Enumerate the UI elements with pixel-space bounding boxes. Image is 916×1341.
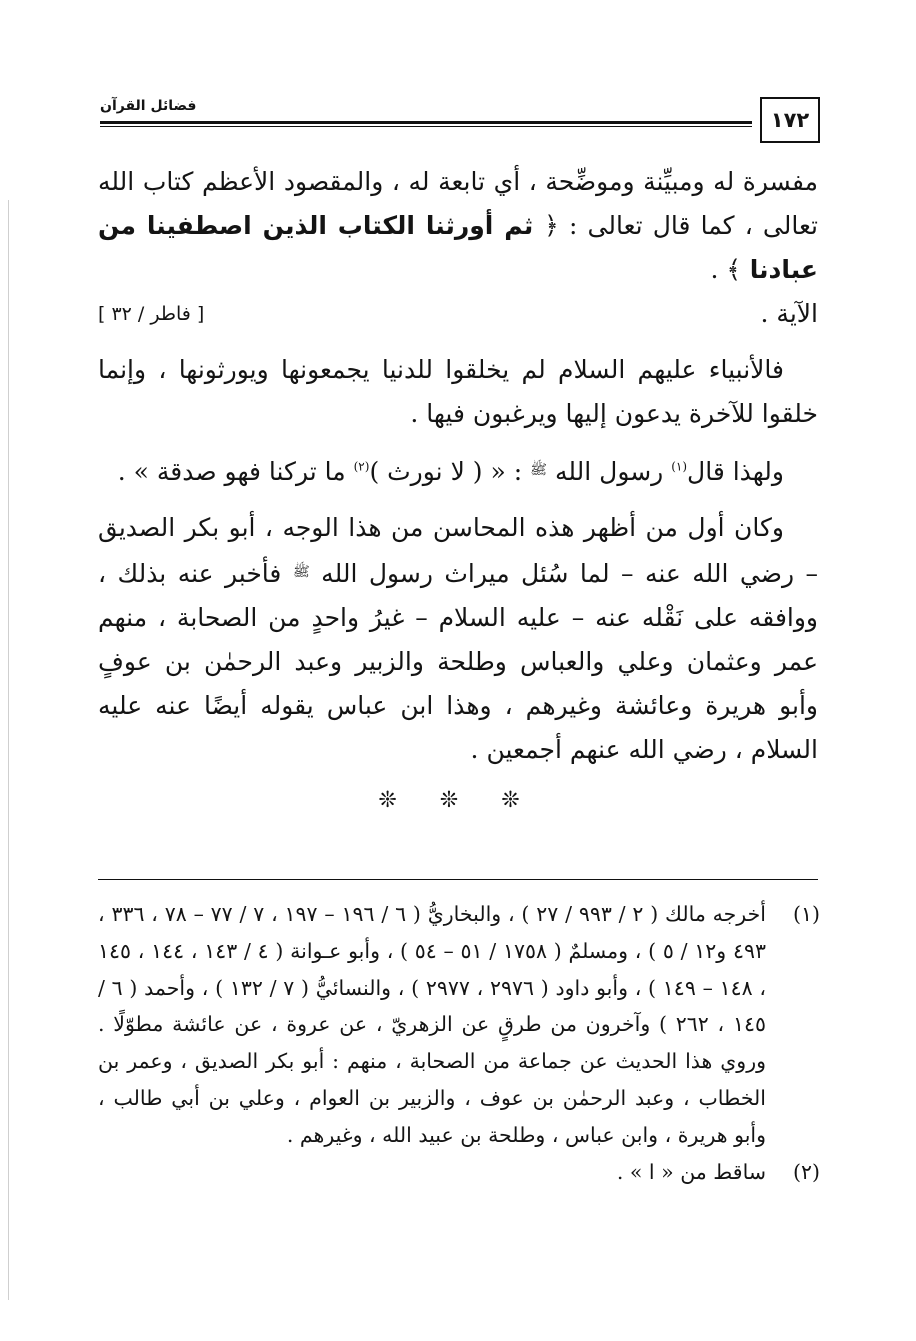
header-rule-thin <box>100 126 752 127</box>
paragraph-2 <box>98 348 818 436</box>
header-rule-thick <box>100 121 752 124</box>
running-title: فضائل القرآن <box>100 98 197 114</box>
salla-ligature: ﷺ <box>292 564 310 580</box>
scan-edge-line <box>8 200 9 1300</box>
paragraph-4-text: فأخبر عنه بذلك ، ووافقه على نَقْله عنه – عليه السلام – غيرُ واحدٍ من الصحابة ، منهم عمر وعثمان وعلي والعباس وطلحة والزبير وعبد الرحمٰن بن عوفٍ وأبو هريرة وعائشة وغيرهم ، وهذا ابن عباس يقوله أيضًا عنه عليه السلام ، رضي الله عنهم أجمعين . <box>98 559 818 764</box>
paragraph-1-end: . <box>710 255 727 284</box>
paragraph-3-text: ولهذا قال <box>687 457 784 486</box>
footnote-text: أخرجه مالك ( ٢ / ٩٩٣ / ٢٧ ) ، والبخاريُّ ( ٦ / ١٩٦ – ١٩٧ ، ٧ / ٧٧ – ٧٨ ، ٣٣٦ ، ٤٩٣ و١٢ / ٥ ) ، ومسلمٌ ( ١٧٥٨ / ٥١ – ٥٤ ) ، وأبو عـوانة ( ٤ / ١٤٣ ، ١٤٤ ، ١٤٥ ، ١٤٨ – ١٤٩ ) ، وأبو داود ( ٢٩٧٦ ، ٢٩٧٧ ) ، والنسائيُّ ( ٧ / ١٣٢ ) ، وأحمد ( ٦ / ١٤٥ ، ٢٦٢ ) وآخرون من طرقٍ عن الزهريّ ، عن عروة ، عن عائشة مطوّلًا . وروي هذا الحديث عن جماعة من الصحابة ، منهم : أبو بكر الصديق ، وعمر بن الخطاب ، وعبد الرحمٰن بن عوف ، والزبير بن العوام ، وعلي بن أبي طالب ، وأبو هريرة ، وابن عباس ، وطلحة بن عبيد الله ، وغيرهم . <box>98 902 766 1147</box>
footnotes <box>98 896 820 1190</box>
paragraph-1 <box>98 160 818 292</box>
paragraph-4-text: وكان أول من أظهر هذه المحاسن من هذا الوجه ، أبو بكر الصديق – رضي الله عنه – لما سُئل ميراث رسول الله <box>98 513 818 588</box>
salla-ligature: ﷺ <box>530 462 548 478</box>
page-number: ١٧٢ <box>760 97 820 143</box>
footnote-2 <box>98 1154 820 1191</box>
paragraph-3 <box>98 448 818 494</box>
footnote-1 <box>98 896 820 1154</box>
paragraph-3-text: ما تركنا فهو صدقة » . <box>117 457 354 486</box>
aya-label: الآية . <box>760 299 818 328</box>
paragraph-3-text: : « ( لا نورث ) <box>369 457 531 486</box>
footnote-number: (١) <box>792 902 820 926</box>
footnote-number: (٢) <box>792 1159 820 1184</box>
paragraph-2-text: فالأنبياء عليهم السلام لم يخلقوا للدنيا يجمعونها ويورثونها ، وإنما خلقوا للآخرة يدعون إليها ويرغبون فيها . <box>98 355 818 428</box>
verse-close-bracket: ﴾ <box>726 255 741 284</box>
paragraph-4 <box>98 506 818 772</box>
verse-reference: [ فاطر / ٣٢ ] <box>98 303 205 325</box>
footnote-text: ساقط من « ا » . <box>616 1159 766 1184</box>
paragraph-1-text: مفسرة له ومبيِّنة وموضِّحة ، أي تابعة له ، والمقصود الأعظم كتاب الله تعالى ، كما قال تعالى : <box>98 167 818 240</box>
verse-text: ثم أورثنا الكتاب الذين اصطفينا من عبادنا <box>98 211 818 284</box>
footnote-rule <box>98 879 818 880</box>
paragraph-3-text: رسول الله <box>547 457 672 486</box>
footnote-ref-1: (١) <box>671 459 688 474</box>
footnote-ref-2: (٢) <box>353 459 370 474</box>
body-text <box>98 160 818 772</box>
verse-open-bracket: ﴿ <box>544 211 559 240</box>
verse-reference-line <box>98 292 818 336</box>
section-separator: ❊ ❊ ❊ <box>378 788 538 813</box>
